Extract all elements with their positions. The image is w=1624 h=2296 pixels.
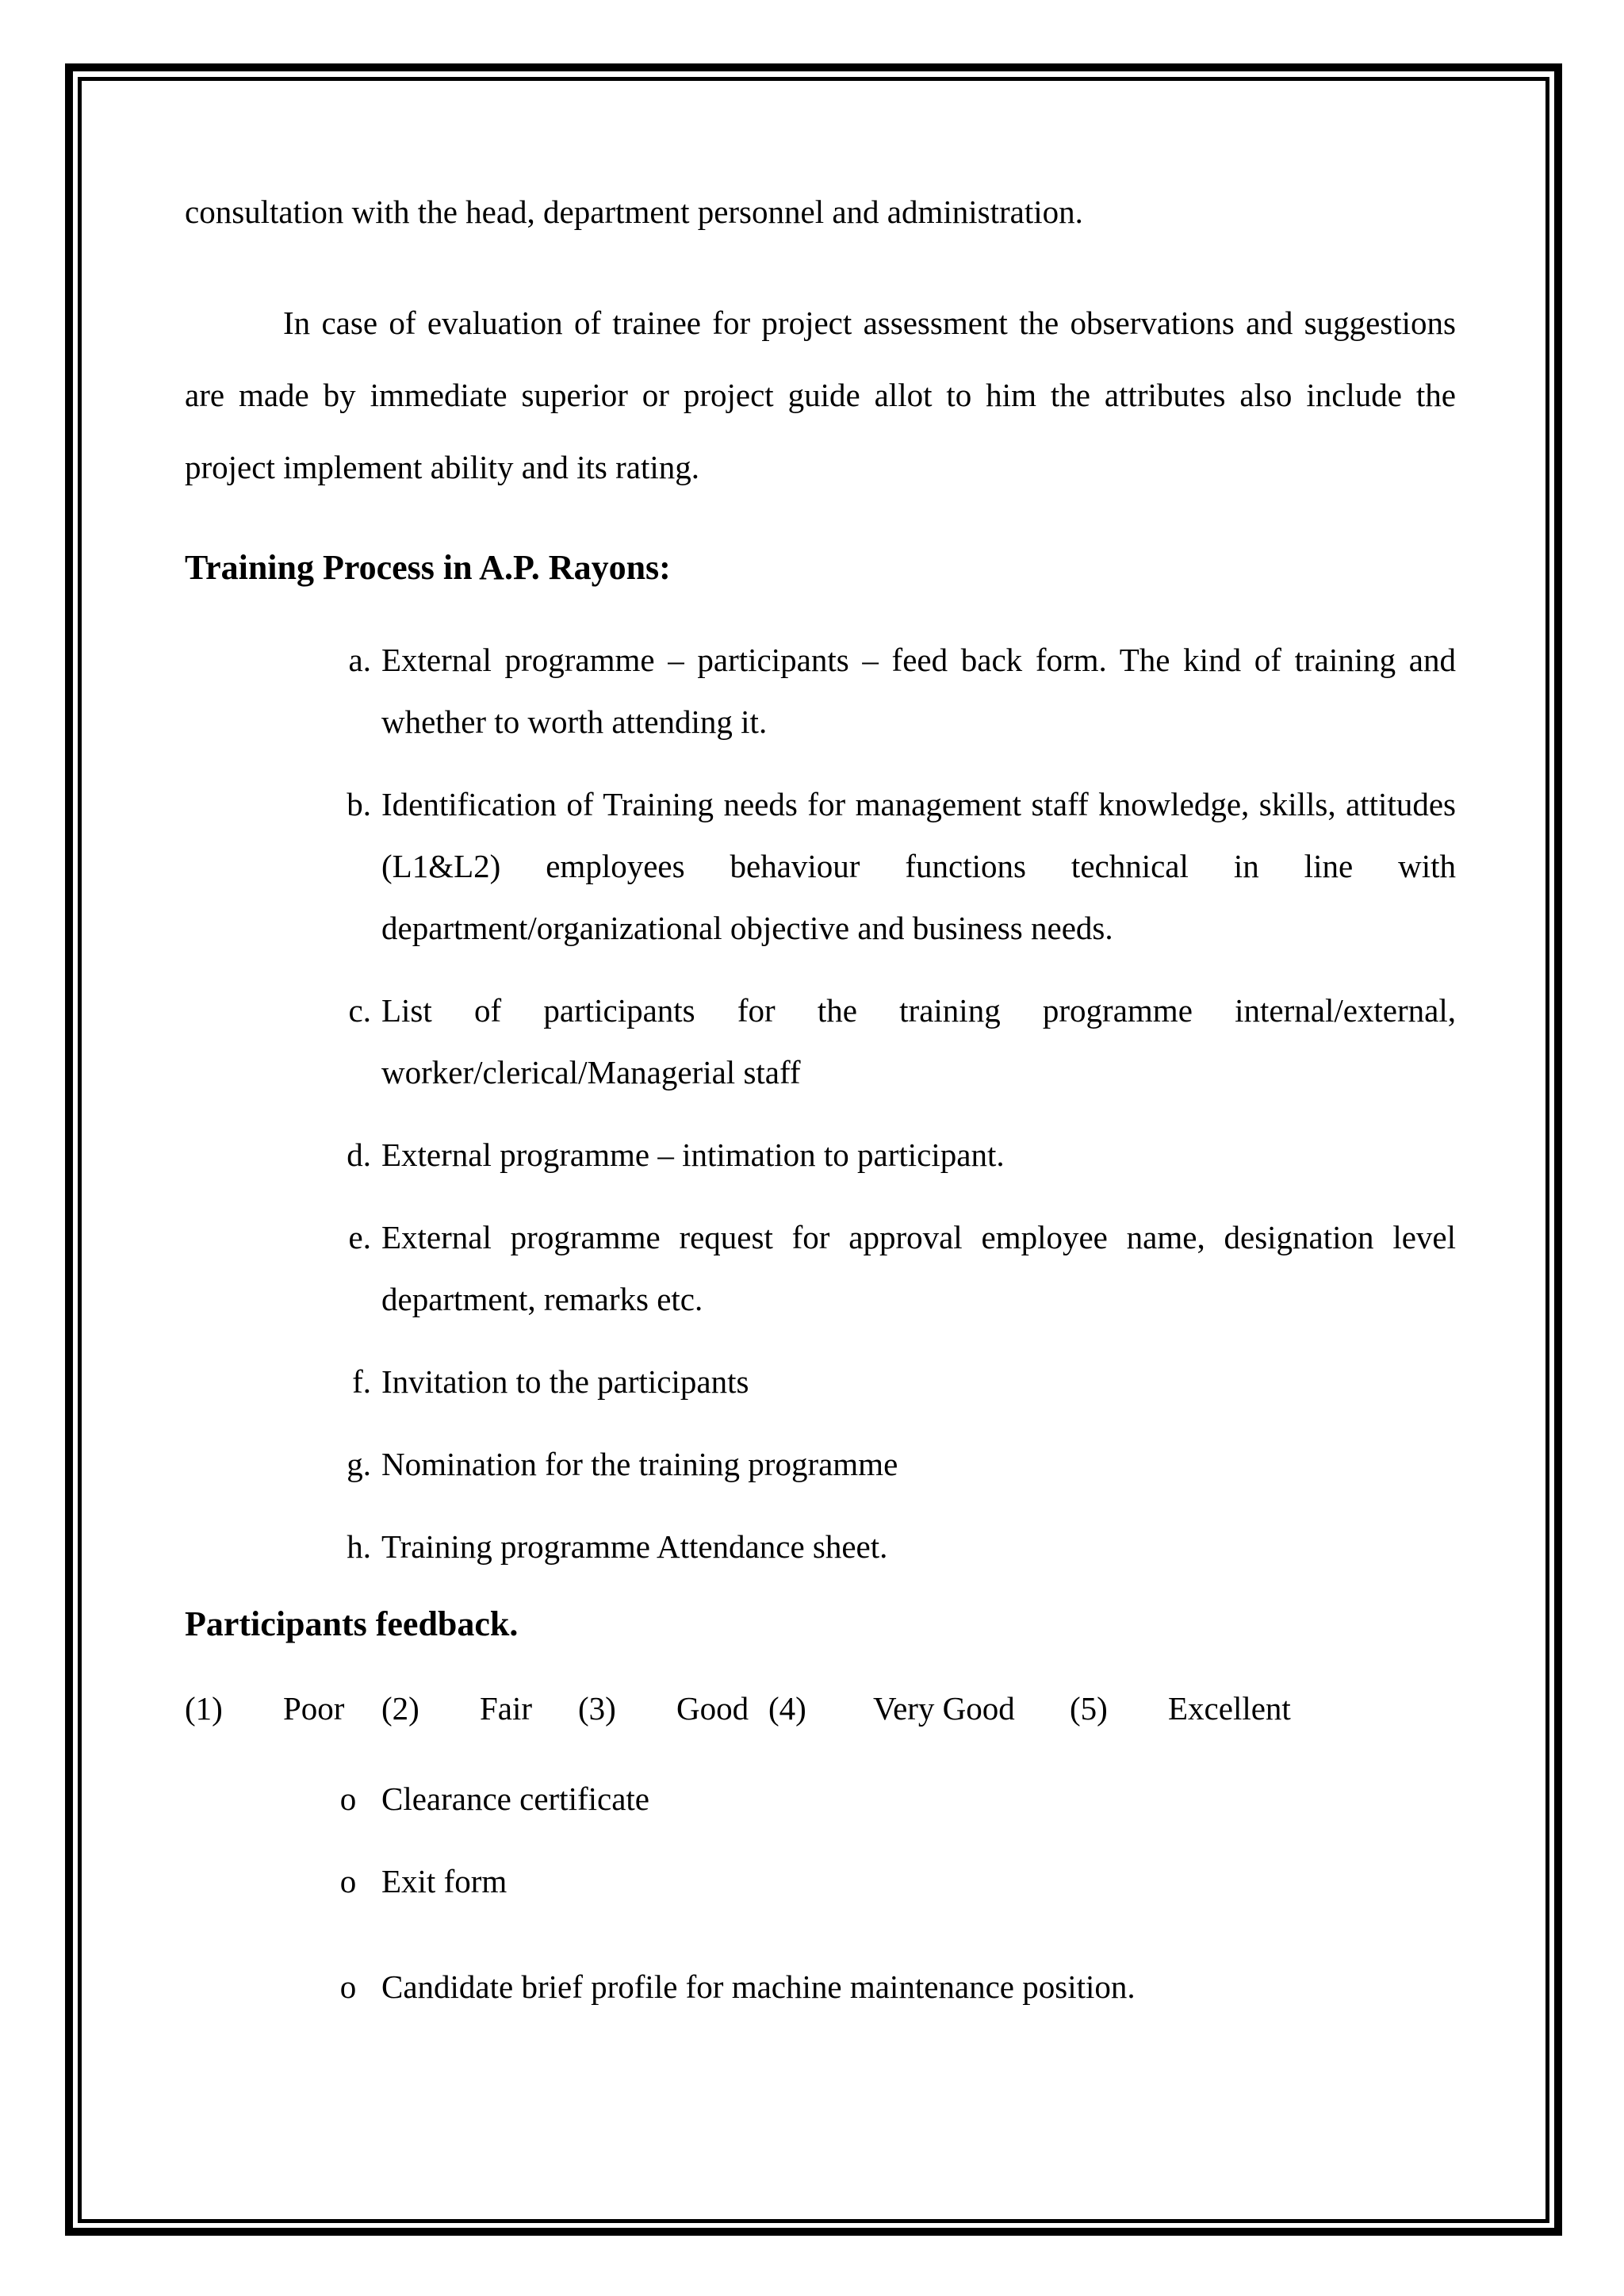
list-marker: a. [348,642,371,678]
bullet-text: Candidate brief profile for machine maintenance position. [381,1968,1136,2005]
rating-number: (5) [1070,1690,1108,1727]
rating-scale [185,1689,1456,1737]
list-item-text: Invitation to the participants [381,1363,749,1400]
evaluation-paragraph-block [185,287,1456,504]
bullet-marker: o [339,1780,357,1817]
rating-label: Poor [283,1690,345,1727]
bullet-marker: o [339,1863,357,1899]
evaluation-paragraph: In case of evaluation of trainee for project assessment the observations and suggestions are made by immediate superior or project guide allot to him the attributes also include the project implement ability and its rating. [185,305,1456,485]
rating-number: (4) [768,1690,806,1727]
rating-label: Good [676,1690,749,1727]
list-marker: c. [348,992,371,1029]
rating-number: (2) [381,1690,419,1727]
bullet-text: Exit form [381,1863,508,1899]
bullet-text: Clearance certificate [381,1780,649,1817]
list-item-text: Training programme Attendance sheet. [381,1528,888,1565]
opening-line: consultation with the head, department personnel and administration. [185,194,1083,230]
list-item-text: External programme – participants – feed back form. The kind of training and whether to worth attending it. [381,642,1456,740]
rating-label: Very Good [873,1690,1015,1727]
rating-number: (3) [578,1690,616,1727]
rating-number: (1) [185,1690,223,1727]
rating-label: Fair [480,1690,533,1727]
list-item-text: External programme request for approval employee name, designation level department, remarks etc. [381,1219,1456,1317]
list-marker: e. [348,1219,371,1255]
list-marker: f. [352,1363,371,1400]
rating-label: Excellent [1168,1690,1291,1727]
list-item-text: Identification of Training needs for management staff knowledge, skills, attitudes (L1&L2) employees behaviour functions technical in line with department/organizational objective and business needs. [381,786,1456,946]
list-item-text: List of participants for the training programme internal/external, worker/clerical/Managerial staff [381,992,1456,1091]
list-item-text: External programme – intimation to participant. [381,1137,1005,1173]
list-marker: b. [347,786,371,822]
bullet-marker: o [339,1968,357,2005]
list-marker: g. [347,1446,371,1482]
list-marker: d. [347,1137,371,1173]
list-marker: h. [347,1528,371,1565]
list-item-text: Nomination for the training programme [381,1446,898,1482]
participants-feedback-heading: Participants feedback. [185,1604,519,1643]
training-process-heading: Training Process in A.P. Rayons: [185,548,671,587]
